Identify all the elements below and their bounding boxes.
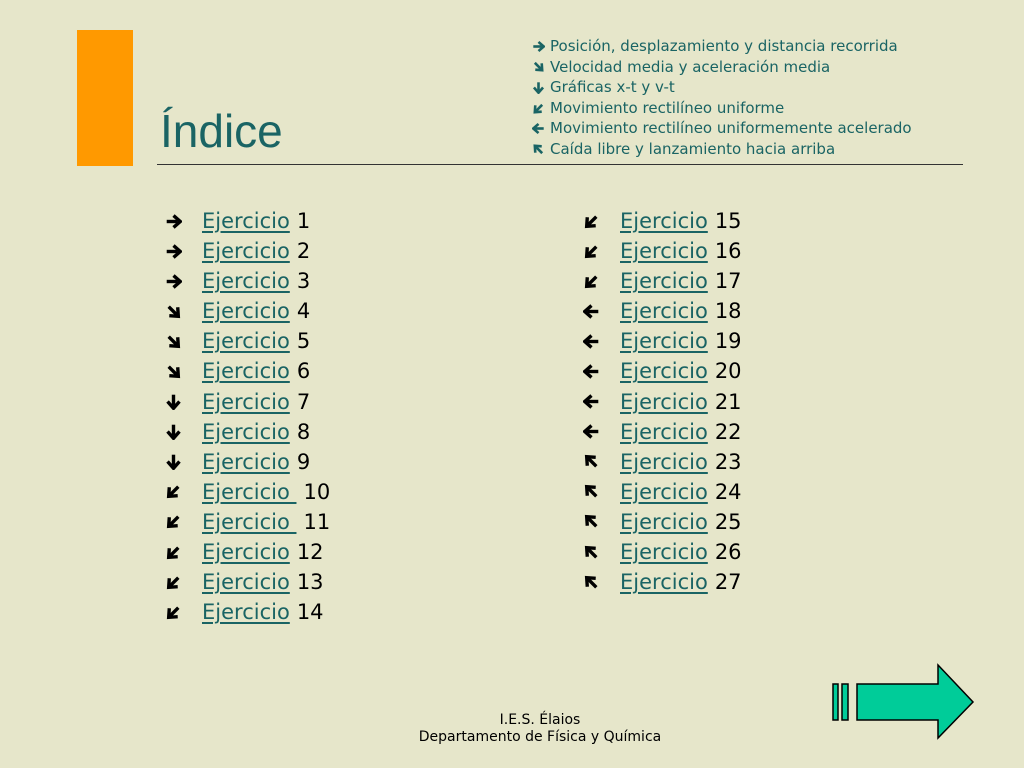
exercise-link[interactable]: Ejercicio: [202, 600, 290, 625]
arrow-down-left-icon: [583, 213, 620, 230]
exercise-link[interactable]: Ejercicio: [202, 359, 290, 384]
exercise-number: 20: [714, 359, 742, 384]
footer-school: I.E.S. Élaios: [499, 712, 581, 728]
exercise-item: [165, 507, 330, 537]
exercise-number: 27: [714, 570, 742, 595]
exercise-link[interactable]: Ejercicio: [202, 449, 290, 474]
topic-item: [532, 57, 912, 78]
exercise-item: [165, 356, 330, 386]
exercise-link[interactable]: Ejercicio: [202, 209, 290, 233]
exercise-item: [583, 387, 742, 417]
exercise-item: [165, 567, 330, 597]
exercise-link[interactable]: Ejercicio: [620, 570, 708, 595]
exercise-link[interactable]: Ejercicio: [202, 419, 290, 444]
exercise-number: 5: [296, 329, 311, 354]
exercise-link[interactable]: Ejercicio: [620, 239, 708, 264]
arrow-up-left-icon: [532, 143, 550, 156]
exercise-link[interactable]: Ejercicio: [202, 570, 290, 595]
exercise-link[interactable]: Ejercicio: [202, 509, 297, 534]
arrow-down-icon: [165, 423, 202, 440]
topic-item: [532, 77, 912, 98]
arrow-down-right-icon: [165, 363, 202, 380]
exercise-link[interactable]: Ejercicio: [620, 299, 708, 324]
arrow-down-left-icon: [165, 483, 202, 500]
exercise-number: 25: [714, 509, 742, 534]
exercise-item: [165, 447, 330, 477]
arrow-down-right-icon: [532, 60, 550, 73]
topic-label: Posición, desplazamiento y distancia recorrida: [550, 37, 898, 55]
exercise-item: [583, 326, 742, 356]
exercise-number: 16: [714, 239, 742, 264]
exercise-item: [165, 266, 330, 296]
exercise-item: [165, 296, 330, 326]
exercise-item: [165, 326, 330, 356]
topic-label: Movimiento rectilíneo uniformemente acelerado: [550, 119, 912, 138]
arrow-right-icon: [165, 213, 202, 230]
exercise-link[interactable]: Ejercicio: [620, 209, 708, 233]
exercise-link[interactable]: Ejercicio: [620, 449, 708, 474]
arrow-down-icon: [165, 453, 202, 470]
arrow-down-left-icon: [583, 243, 620, 260]
exercise-list-right: [583, 206, 742, 597]
exercise-link[interactable]: Ejercicio: [202, 389, 290, 414]
exercise-item: [165, 417, 330, 447]
arrow-down-left-icon: [165, 513, 202, 530]
arrow-left-icon: [583, 363, 620, 380]
exercise-list-left: [165, 206, 330, 627]
arrow-right-icon: [165, 273, 202, 290]
page-title: Índice: [160, 105, 283, 157]
arrow-down-icon: [165, 393, 202, 410]
arrow-down-left-icon: [165, 574, 202, 591]
accent-bar: [77, 30, 133, 166]
exercise-item: [165, 387, 330, 417]
exercise-number: 12: [296, 540, 324, 565]
topic-item: [532, 139, 912, 160]
exercise-item: [583, 356, 742, 386]
topic-label: Velocidad media y aceleración media: [550, 57, 831, 76]
topic-item: [532, 118, 912, 139]
exercise-number: 14: [296, 600, 324, 625]
exercise-item: [583, 477, 742, 507]
arrow-down-right-icon: [165, 333, 202, 350]
exercise-link[interactable]: Ejercicio: [202, 269, 290, 294]
exercise-number: 13: [296, 570, 324, 595]
exercise-link[interactable]: Ejercicio: [620, 479, 708, 504]
exercise-link[interactable]: Ejercicio: [202, 329, 290, 354]
next-arrow-icon: [830, 662, 976, 742]
exercise-item: [165, 537, 330, 567]
exercise-number: 24: [714, 479, 742, 504]
topic-label: Movimiento rectilíneo uniforme: [550, 98, 785, 117]
exercise-number: 26: [714, 540, 742, 565]
arrow-left-icon: [583, 303, 620, 320]
exercise-item: [583, 236, 742, 266]
exercise-link[interactable]: Ejercicio: [202, 479, 297, 504]
exercise-link[interactable]: Ejercicio: [202, 540, 290, 565]
arrow-down-left-icon: [165, 604, 202, 621]
footer: [330, 712, 750, 746]
exercise-item: [583, 266, 742, 296]
exercise-item: [583, 537, 742, 567]
exercise-number: 1: [296, 209, 311, 233]
exercise-number: 23: [714, 449, 742, 474]
exercise-number: 4: [296, 299, 311, 324]
exercise-number: 7: [296, 389, 311, 414]
exercise-number: 8: [296, 419, 311, 444]
arrow-down-left-icon: [532, 102, 550, 115]
exercise-item: [583, 296, 742, 326]
exercise-link[interactable]: Ejercicio: [202, 239, 290, 264]
exercise-item: [165, 206, 330, 236]
exercise-item: [165, 477, 330, 507]
exercise-number: 10: [303, 479, 331, 504]
arrow-left-icon: [532, 122, 550, 135]
exercise-link[interactable]: Ejercicio: [202, 299, 290, 324]
arrow-left-icon: [583, 333, 620, 350]
arrow-left-icon: [583, 393, 620, 410]
exercise-item: [583, 417, 742, 447]
exercise-number: 17: [714, 269, 742, 294]
exercise-number: 18: [714, 299, 742, 324]
exercise-link[interactable]: Ejercicio: [620, 269, 708, 294]
exercise-number: 3: [296, 269, 311, 294]
exercise-number: 11: [303, 509, 331, 534]
arrow-right-icon: [165, 243, 202, 260]
exercise-number: 15: [714, 209, 742, 233]
exercise-item: [165, 236, 330, 266]
arrow-up-left-icon: [583, 453, 620, 470]
arrow-up-left-icon: [583, 574, 620, 591]
exercise-item: [583, 206, 742, 236]
arrow-up-left-icon: [583, 483, 620, 500]
exercise-number: 22: [714, 419, 742, 444]
arrow-up-left-icon: [583, 513, 620, 530]
footer-department: Departamento de Física y Química: [418, 729, 662, 745]
exercise-link[interactable]: Ejercicio: [620, 509, 708, 534]
exercise-link[interactable]: Ejercicio: [620, 540, 708, 565]
topic-label: Gráficas x-t y v-t: [550, 78, 675, 97]
exercise-number: 6: [296, 359, 311, 384]
title-divider: [157, 164, 963, 165]
exercise-item: [583, 507, 742, 537]
topic-item: [532, 98, 912, 119]
arrow-right-icon: [532, 40, 550, 53]
exercise-item: [583, 567, 742, 597]
arrow-down-icon: [532, 81, 550, 94]
topic-label: Caída libre y lanzamiento hacia arriba: [550, 139, 836, 158]
arrow-down-left-icon: [583, 273, 620, 290]
exercise-link[interactable]: Ejercicio: [620, 389, 708, 414]
arrow-down-left-icon: [165, 544, 202, 561]
exercise-number: 9: [296, 449, 311, 474]
arrow-up-left-icon: [583, 544, 620, 561]
topic-item: [532, 36, 912, 57]
exercise-number: 2: [296, 239, 311, 264]
exercise-link[interactable]: Ejercicio: [620, 329, 708, 354]
exercise-link[interactable]: Ejercicio: [620, 419, 708, 444]
topics-legend: [532, 36, 912, 160]
exercise-item: [583, 447, 742, 477]
exercise-link[interactable]: Ejercicio: [620, 359, 708, 384]
exercise-item: [165, 597, 330, 627]
arrow-left-icon: [583, 423, 620, 440]
exercise-number: 19: [714, 329, 742, 354]
exercise-number: 21: [714, 389, 742, 414]
next-slide-button[interactable]: [830, 662, 976, 746]
arrow-down-right-icon: [165, 303, 202, 320]
